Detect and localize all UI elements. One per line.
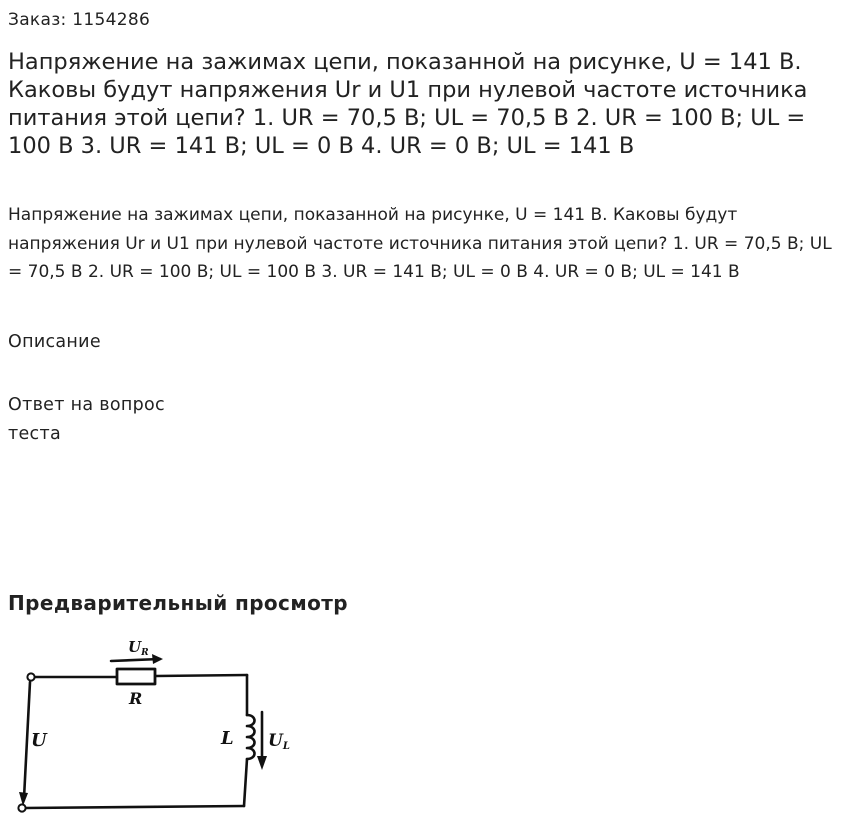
label-ur: $U_R$ — [128, 638, 149, 658]
terminal-top — [27, 673, 34, 680]
inductor — [247, 715, 255, 759]
answer-text: Ответ на вопрос теста — [8, 395, 165, 444]
wire-right-lower — [244, 759, 247, 806]
preview-heading: Предварительный просмотр — [8, 591, 348, 615]
question-title: Напряжение на зажимах цепи, показанной на рисунке, U = 141 В. Каковы будут напряжения Ur и U1 при нулевой частоте источника питания этой цепи? 1. UR = 70,5 В; UL = 70,5 В 2. UR = 100 В; UL = 100 В 3. UR = 141 В; UL = 0 В 4. UR = 0 В; UL = 141 В — [8, 49, 808, 159]
arrow-ul-head — [257, 756, 267, 770]
order-number: Заказ: 1154286 — [8, 10, 151, 30]
arrow-ur-head — [152, 654, 163, 664]
resistor — [117, 669, 155, 684]
label-r: R — [129, 689, 143, 708]
voltage-line-u — [24, 682, 30, 798]
description-label: Описание — [8, 332, 101, 352]
terminal-bottom — [18, 804, 25, 811]
wire-top-right — [156, 675, 247, 676]
circuit-diagram — [0, 620, 320, 828]
question-text: Напряжение на зажимах цепи, показанной на рисунке, U = 141 В. Каковы будут напряжения Ur и U1 при нулевой частоте источника питания этой цепи? 1. UR = 70,5 В; UL = 70,5 В 2. UR = 100 В; UL = 100 В 3. UR = 141 В; UL = 0 В 4. UR = 0 В; UL = 141 В — [8, 205, 832, 282]
label-l: L — [221, 728, 234, 749]
wire-bottom — [24, 806, 244, 808]
label-u: U — [31, 730, 47, 751]
label-ul: UL — [268, 731, 290, 752]
